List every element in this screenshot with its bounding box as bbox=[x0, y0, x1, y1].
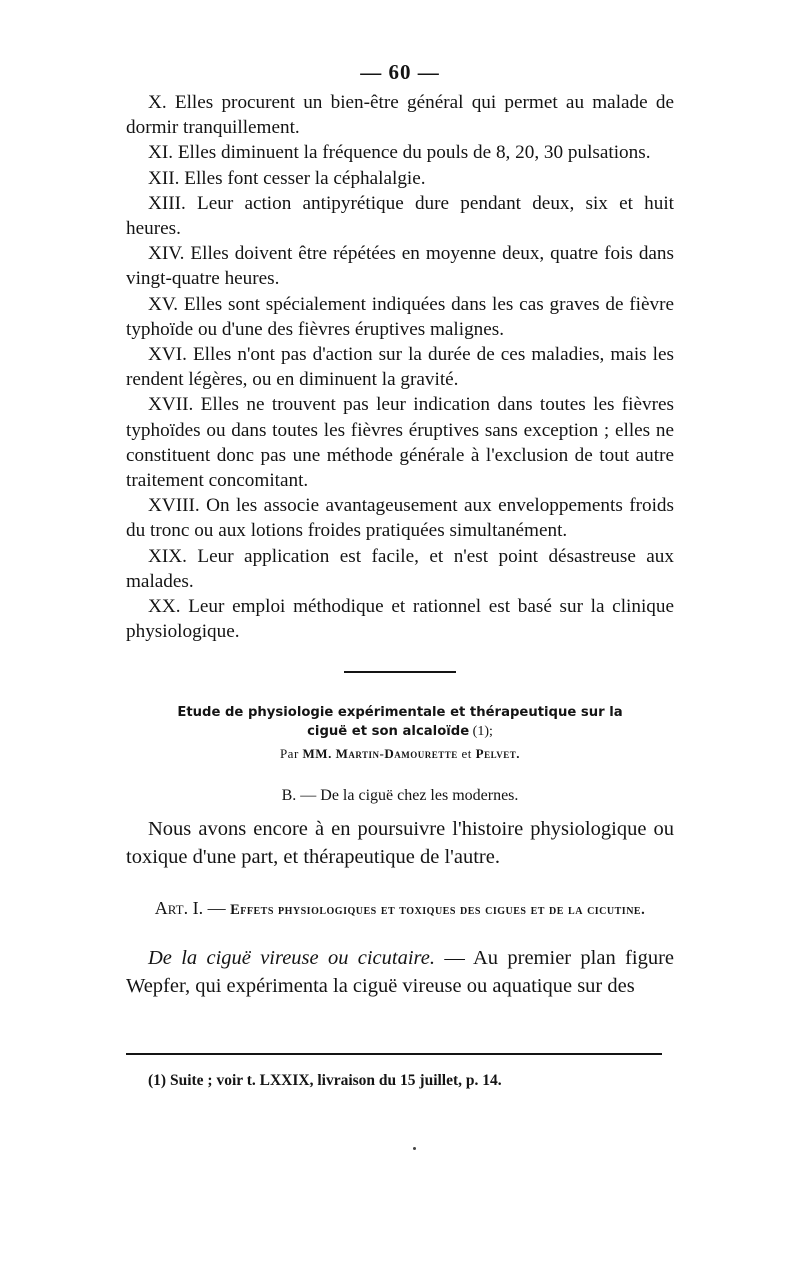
authors-prefix: Par bbox=[279, 746, 303, 762]
conclusion-item-x: X. Elles procurent un bien-être général qui permet au malade de dormir tranquillement. bbox=[126, 92, 674, 139]
article-title bbox=[126, 703, 674, 741]
conclusion-item-xvi: XVI. Elles n'ont pas d'action sur la durée de ces maladies, mais les rendent légères, ou en diminuent la gravité. bbox=[126, 344, 674, 391]
conclusion-item-xiv: XIV. Elles doivent être répétées en moyenne deux, quatre fois dans vingt-quatre heures. bbox=[126, 243, 674, 290]
intro-paragraph: Nous avons encore à en poursuivre l'histoire physiologique ou toxique d'une part, et thérapeutique de l'autre. bbox=[126, 818, 674, 869]
article-heading-label: Art. I. — bbox=[154, 898, 231, 919]
footnote-reference: (1); bbox=[469, 724, 493, 740]
conclusion-item-xii: XII. Elles font cesser la céphalalgie. bbox=[148, 167, 426, 189]
article-title-line1: Etude de physiologie expérimentale et thérapeutique sur la bbox=[177, 705, 623, 721]
footnote-divider bbox=[126, 1053, 662, 1055]
numbered-conclusions bbox=[126, 90, 674, 644]
conclusion-item-xix: XIX. Leur application est facile, et n'est point désastreuse aux malades. bbox=[126, 545, 674, 592]
conclusion-item-xv: XV. Elles sont spécialement indiquées dans les cas graves de fièvre typhoïde ou d'une des fièvres éruptives malignes. bbox=[126, 293, 674, 340]
footnote: (1) Suite ; voir t. LXXIX, livraison du 15 juillet, p. 14. bbox=[148, 1072, 502, 1089]
authors-join: et bbox=[457, 746, 476, 762]
conclusion-item-xx: XX. Leur emploi méthodique et rationnel est basé sur la clinique physiologique. bbox=[126, 596, 674, 643]
article-title-main: ciguë et son alcaloïde bbox=[307, 724, 470, 740]
page-number: — 60 — bbox=[360, 60, 440, 84]
author-names: MM. Martin-Damourette bbox=[302, 746, 458, 762]
conclusion-item-xviii: XVIII. On les associe avantageusement aux enveloppements froids du tronc ou aux lotions froides pratiquées simultanément. bbox=[126, 495, 674, 542]
page-body bbox=[126, 56, 674, 1000]
section-heading-b: B. — De la ciguë chez les modernes. bbox=[281, 787, 519, 805]
article-authors bbox=[126, 745, 674, 763]
subsection-title: De la ciguë vireuse ou cicutaire. bbox=[148, 947, 435, 970]
section-divider bbox=[344, 671, 456, 673]
conclusion-item-xi: XI. Elles diminuent la fréquence du pouls de 8, 20, 30 pulsations. bbox=[148, 142, 651, 164]
conclusion-item-xiii: XIII. Leur action antipyrétique dure pendant deux, six et huit heures. bbox=[126, 192, 674, 240]
author-name-2: Pelvet. bbox=[475, 746, 521, 762]
conclusion-item-xvii: XVII. Elles ne trouvent pas leur indication dans toutes les fièvres typhoïdes ou dans toutes les fièvres éruptives sans exception ; elles ne constituent donc pas une méthode générale à l'exclusion de tout autre traitement concomitant. bbox=[126, 394, 674, 492]
body-paragraph bbox=[126, 944, 674, 1000]
article-heading-text: Effets physiologiques et toxiques des cigues et de la cicutine. bbox=[230, 902, 646, 919]
body-paragraph-text: — Au premier plan figure Wepfer, qui expérimenta la ciguë vireuse ou aquatique sur des bbox=[126, 947, 674, 998]
print-speck bbox=[413, 1147, 416, 1150]
article-heading bbox=[126, 896, 674, 922]
article-title-line2 bbox=[126, 722, 674, 741]
